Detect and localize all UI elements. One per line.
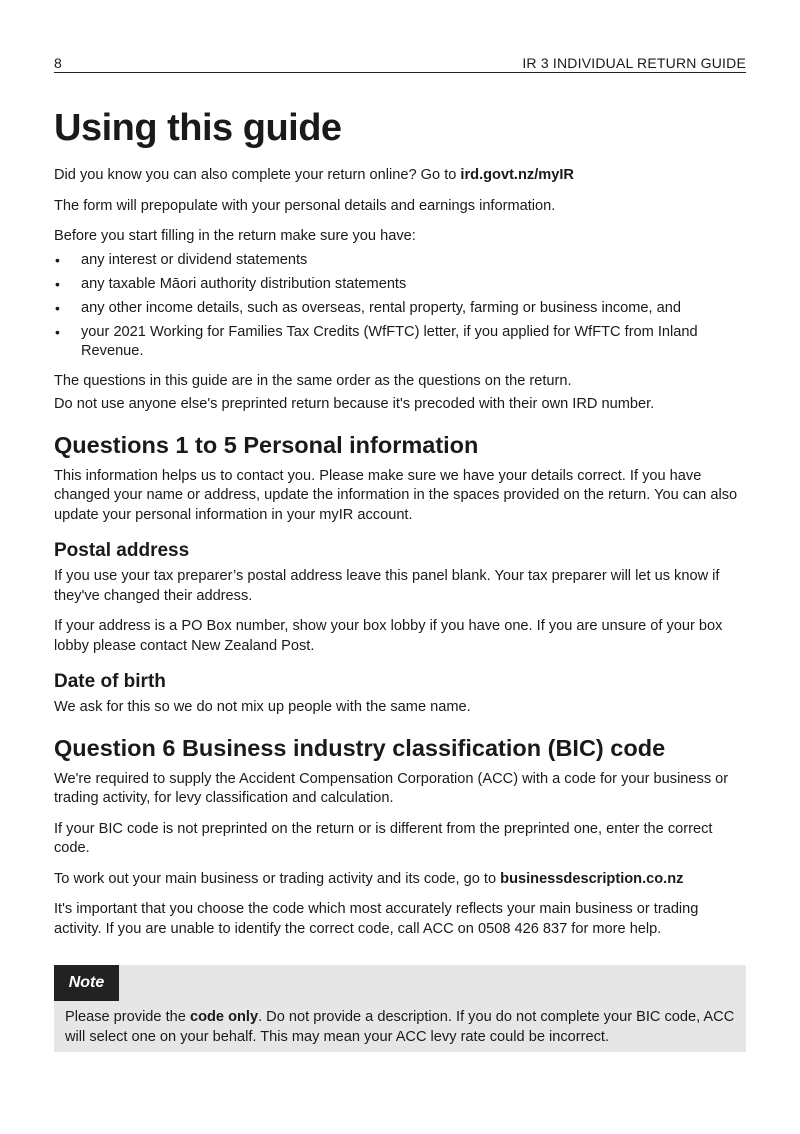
personal-info-heading: Questions 1 to 5 Personal information — [54, 431, 479, 458]
date-of-birth-heading: Date of birth — [54, 671, 166, 692]
list-item: • any taxable Māori authority distribution statements — [55, 275, 407, 292]
bullet-icon: • — [55, 299, 60, 316]
intro-prepopulate-paragraph: The form will prepopulate with your personal details and earnings information. — [54, 197, 556, 214]
page-title: Using this guide — [54, 107, 342, 149]
main-content — [54, 166, 746, 950]
list-item: • any other income details, such as overseas, rental property, farming or business income, and — [55, 299, 681, 316]
bic-paragraph-4: It's important that you choose the code which most accurately reflects your main business or trading activity. If you are unable to identify the correct code, call ACC on 0508 426 837 for more help. — [54, 901, 699, 937]
intro-before-start: Before you start filling in the return make sure you have: — [54, 228, 416, 244]
requirements-list — [54, 251, 746, 361]
bic-paragraph-3 — [54, 870, 746, 890]
date-of-birth-paragraph: We ask for this so we do not mix up people with the same name. — [54, 699, 471, 715]
guide-name: IR 3 INDIVIDUAL RETURN GUIDE — [522, 55, 746, 71]
note-label: Note — [54, 965, 119, 1001]
note-emphasis: code only — [189, 1009, 259, 1025]
note-text: Please provide the code only. Do not provide a description. If you do not complete your BIC code, ACC will select one on your behalf. This may mean your ACC levy rate could be incorrect. — [65, 1009, 735, 1045]
intro-online-paragraph — [54, 166, 746, 186]
myir-link[interactable]: ird.govt.nz/myIR — [460, 167, 574, 183]
bullet-icon: • — [55, 251, 60, 268]
list-item: • any interest or dividend statements — [55, 251, 308, 268]
bullet-icon: • — [55, 323, 60, 340]
postal-paragraph-2: If your address is a PO Box number, show your box lobby if you have one. If you are unsure of your box lobby please contact New Zealand Post. — [54, 618, 723, 654]
page-number: 8 — [54, 55, 62, 71]
business-description-link[interactable]: businessdescription.co.nz — [500, 870, 684, 887]
bic-paragraph-1: We're required to supply the Accident Compensation Corporation (ACC) with a code for your business or trading activity, for levy classification and calculation. — [54, 770, 729, 806]
note-box — [54, 965, 746, 1052]
bic-link-text: To work out your main business or trading activity and its code, go to — [54, 870, 501, 887]
preprinted-paragraph: Do not use anyone else's preprinted return because it's precoded with their own IRD number. — [54, 396, 655, 412]
bic-heading: Question 6 Business industry classification (BIC) code — [54, 734, 666, 761]
postal-address-heading: Postal address — [54, 540, 190, 561]
postal-paragraph-1: If you use your tax preparer’s postal address leave this panel blank. Your tax preparer will let us know if they've changed their address. — [54, 568, 720, 604]
list-item: • your 2021 Working for Families Tax Credits (WfFTC) letter, if you applied for WfFTC from Inland Revenue. — [55, 323, 698, 359]
bullet-icon: • — [55, 275, 60, 292]
personal-info-paragraph: This information helps us to contact you. Please make sure we have your details correct. If you have changed your name or address, update the information in the spaces provided on the return. You can also update your personal information in your myIR account. — [54, 467, 738, 523]
intro-online-text: Did you know you can also complete your return online? Go to — [54, 167, 461, 183]
same-order-paragraph: The questions in this guide are in the same order as the questions on the return. — [54, 372, 572, 389]
running-header — [54, 54, 746, 73]
bic-paragraph-2: If your BIC code is not preprinted on the return or is different from the preprinted one, enter the correct code. — [54, 820, 713, 856]
